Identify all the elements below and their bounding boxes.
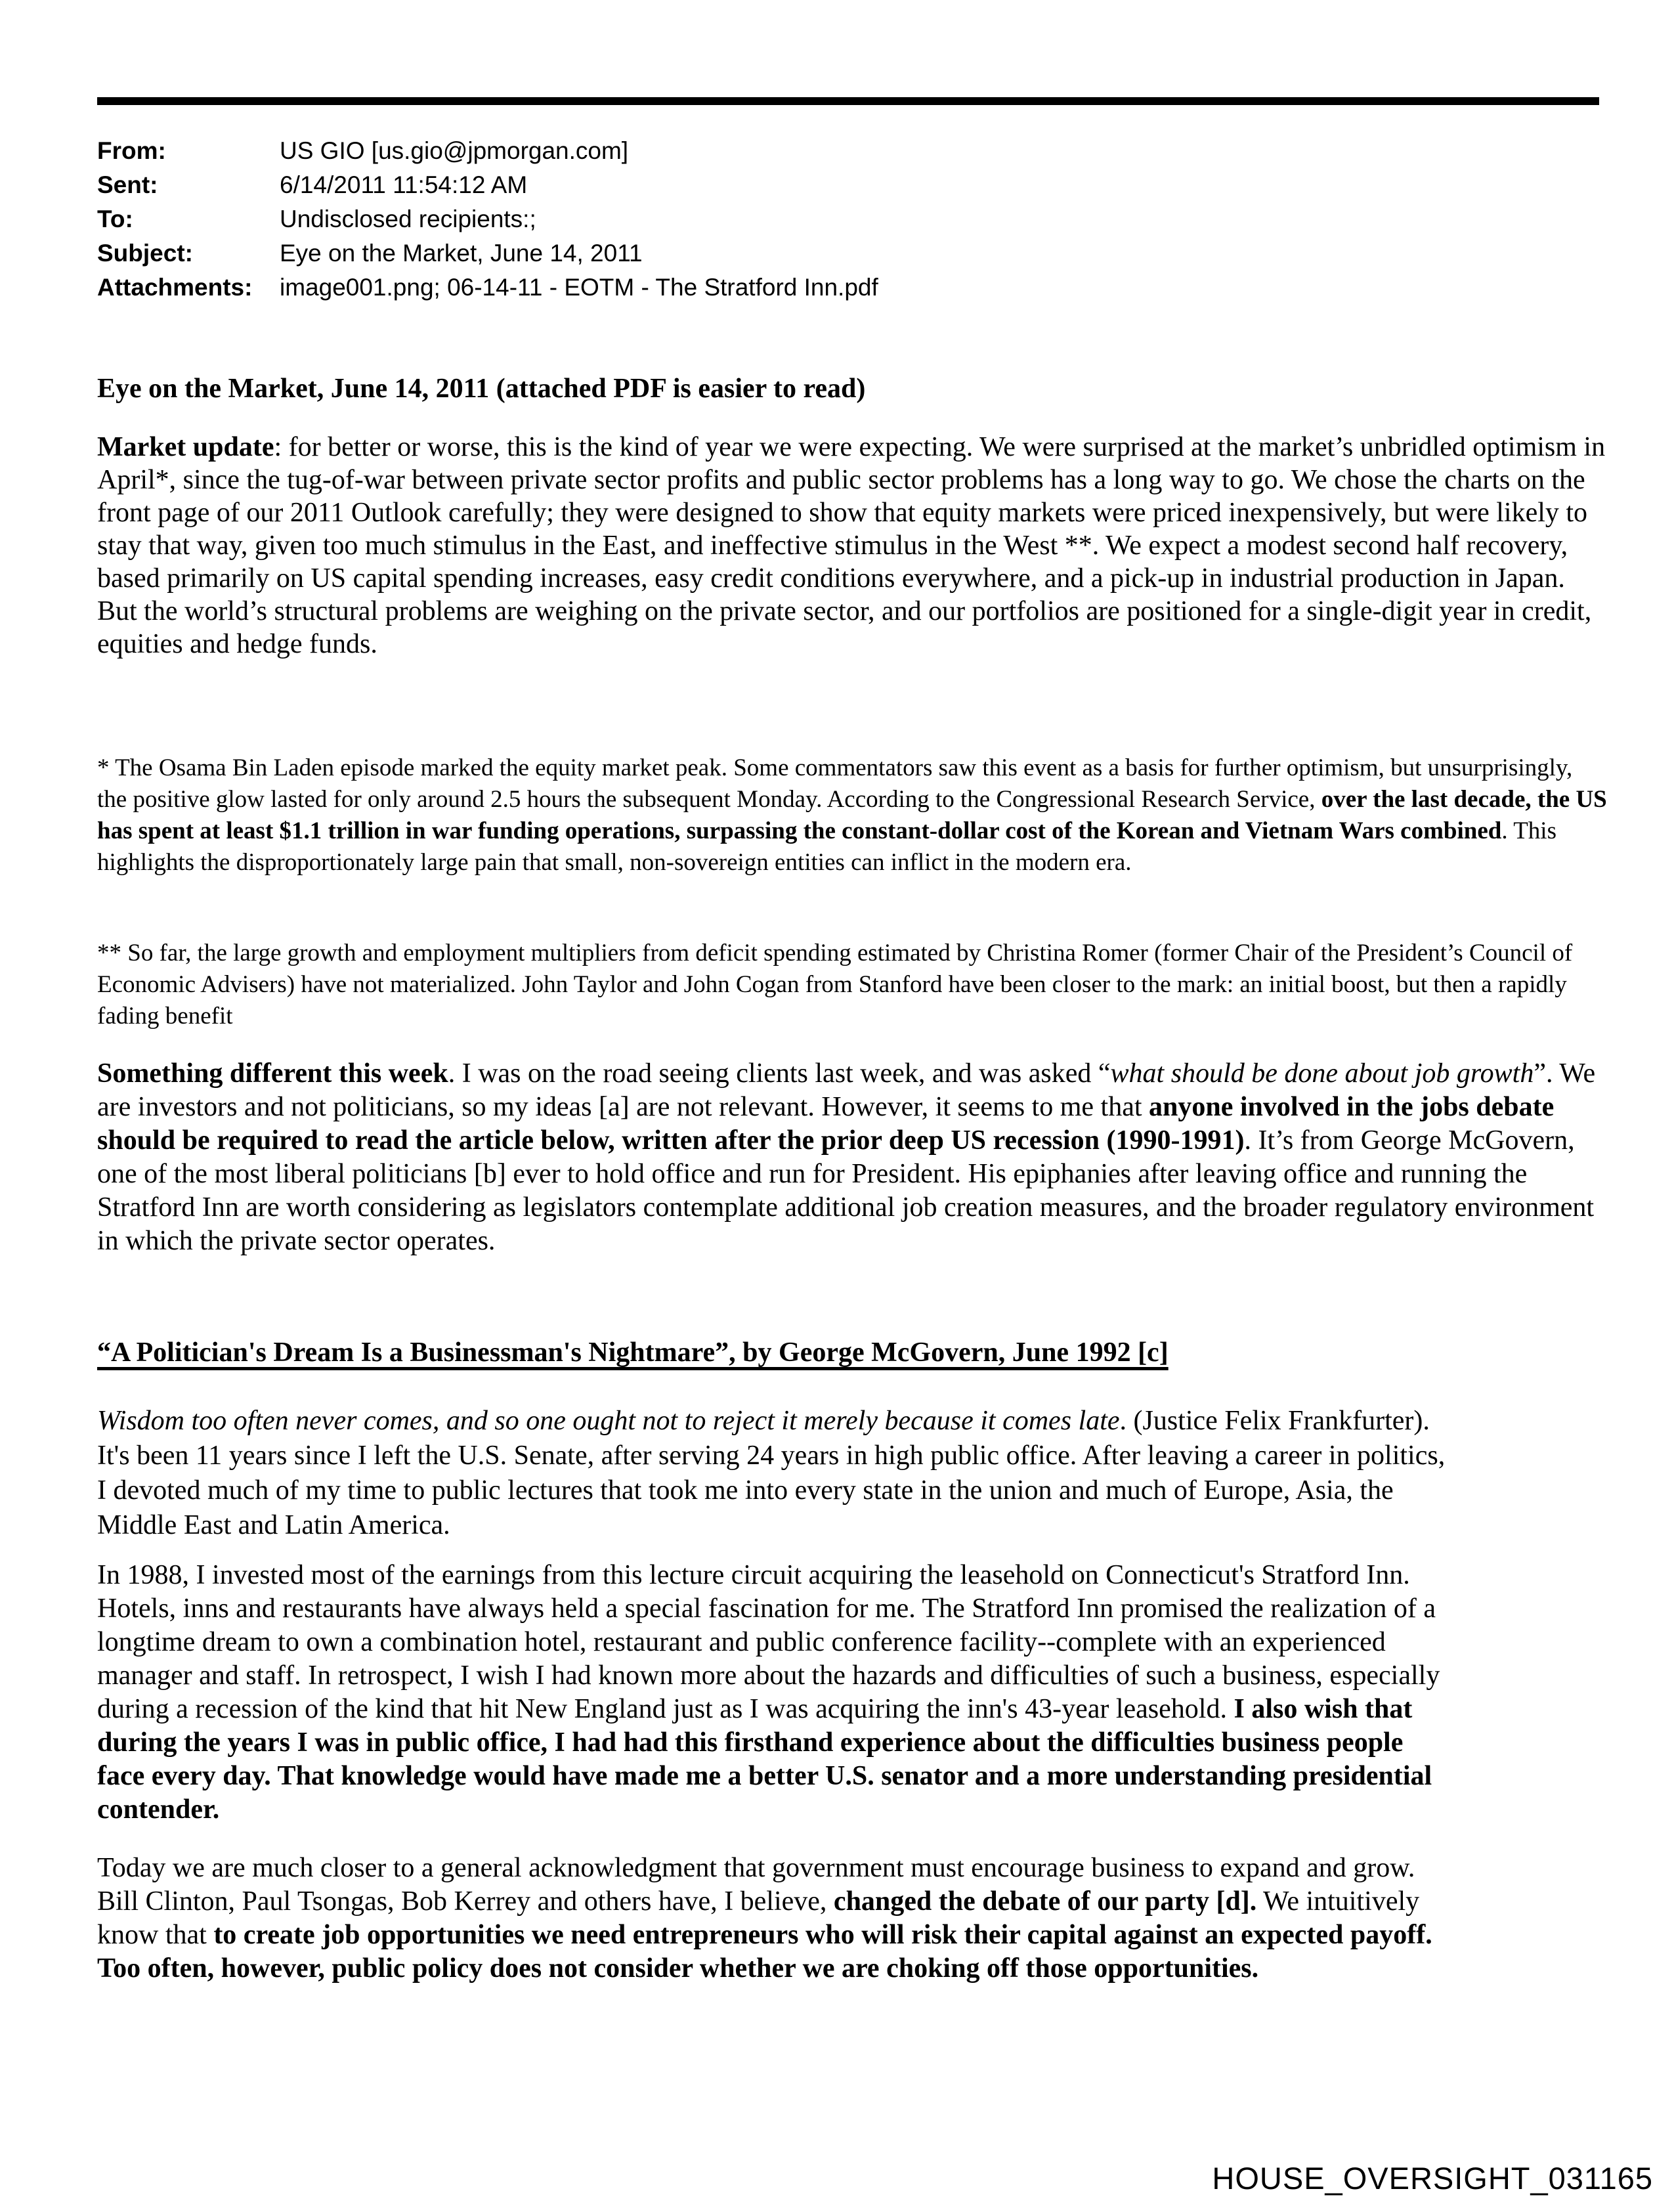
article-heading: “A Politician's Dream Is a Businessman's Nightmare”, by George McGovern, June 1992 [c] [97, 1337, 1169, 1368]
something-different-bold: anyone involved in the jobs debate should be required to read the article below, written after the prior deep US recession (1990-1991) [97, 1092, 1555, 1156]
header-row-to [97, 202, 878, 236]
today-bold-2: to create job opportunities we need entrepreneurs who will risk their capital against an expected payoff. Too often, however, public policy does not consider whether we are choking off those opportunities. [97, 1920, 1432, 1984]
today-mid: We intuitively know that [97, 1886, 1420, 1950]
bates-stamp: HOUSE_OVERSIGHT_031165 [1212, 2161, 1653, 2196]
header-row-attachments [97, 271, 878, 305]
footnote-star [97, 752, 1607, 878]
today-pre: Today we are much closer to a general acknowledgment that government must encourage business to expand and grow. Bill Clinton, Paul Tsongas, Bob Kerrey and others have, I believe, [97, 1853, 1415, 1917]
attachments-label: Attachments: [97, 274, 253, 301]
sent-label: Sent: [97, 171, 158, 198]
page-title: Eye on the Market, June 14, 2011 (attached PDF is easier to read) [97, 374, 866, 404]
market-update-paragraph [97, 431, 1607, 661]
something-different-italic: what should be done about job growth [1110, 1058, 1534, 1089]
something-different-lead: Something different this week [97, 1058, 448, 1089]
header-row-sent [97, 168, 878, 202]
something-different-s2: ”. We are investors and not politicians, so my ideas [a] are not relevant. However, it seems to me that [97, 1058, 1596, 1122]
header-row-subject [97, 236, 878, 271]
article-paragraph-1988 [97, 1559, 1456, 1827]
article-paragraph-wisdom [97, 1404, 1456, 1543]
something-different-s1: . I was on the road seeing clients last week, and was asked “ [448, 1058, 1111, 1089]
to-value: Undisclosed recipients:; [280, 206, 536, 232]
something-different-s3: . It’s from George McGovern, one of the most liberal politicians [b] ever to hold office and run for President. His epiphanies after leaving office and running the Stratford Inn are worth considering as legislators contemplate additional job creation measures, and the broader regulatory environment in which the private sector operates. [97, 1125, 1595, 1256]
p1988-bold: I also wish that during the years I was in public office, I had had this firsthand experience about the difficulties business people face every day. That knowledge would have made me a better U.S. senator and a more understanding presidential contender. [97, 1694, 1432, 1825]
wisdom-rest: . (Justice Felix Frankfurter). It's been 11 years since I left the U.S. Senate, after serving 24 years in high public office. After leaving a career in politics, I devoted much of my time to public lectures that took me into every state in the union and much of Europe, Asia, the Middle East and Latin America. [97, 1406, 1446, 1540]
today-bold-1: changed the debate of our party [d]. [833, 1886, 1257, 1917]
footnote-star-pre: * The Osama Bin Laden episode marked the equity market peak. Some commentators saw this event as a basis for further optimism, but unsurprisingly, the positive glow lasted for only around 2.5 hours the subsequent Monday. According to the Congressional Research Service, [97, 754, 1573, 813]
header-row-from [97, 134, 878, 168]
market-update-body: : for better or worse, this is the kind of year we were expecting. We were surprised at the market’s unbridled optimism in April*, since the tug-of-war between private sector profits and public sector problems has a long way to go. We chose the charts on the front page of our 2011 Outlook carefully; they were designed to show that equity markets were priced inexpensively, but were likely to stay that way, given too much stimulus in the East, and ineffective stimulus in the West **. We expect a modest second half recovery, based primarily on US capital spending increases, easy credit conditions everywhere, and a pick-up in industrial production in Japan. But the world’s structural problems are weighing on the private sector, and our portfolios are positioned for a single-digit year in credit, equities and hedge funds. [97, 432, 1606, 659]
footnote-star-bold: over the last decade, the US has spent at least $1.1 trillion in war funding operations, surpassing the constant-dollar cost of the Korean and Vietnam Wars combined [97, 786, 1607, 844]
sent-value: 6/14/2011 11:54:12 AM [280, 171, 528, 198]
wisdom-quote-italic: Wisdom too often never comes, and so one ought not to reject it merely because it comes late [97, 1406, 1120, 1436]
p1988-pre: In 1988, I invested most of the earnings from this lecture circuit acquiring the leasehold on Connecticut's Stratford Inn. Hotels, inns and restaurants have always held a special fascination for me. The Stratford Inn promised the realization of a longtime dream to own a combination hotel, restaurant and public conference facility--complete with an experienced manager and staff. In retrospect, I wish I had known more about the hazards and difficulties of such a business, especially during a recession of the kind that hit New England just as I was acquiring the inn's 43-year leasehold. [97, 1560, 1440, 1724]
to-label: To: [97, 206, 133, 232]
market-update-lead: Market update [97, 432, 274, 462]
email-header [97, 134, 878, 305]
footnote-star-post: . This highlights the disproportionately large pain that small, non-sovereign entities can inflict in the modern era. [97, 817, 1556, 876]
attachments-value: image001.png; 06-14-11 - EOTM - The Stratford Inn.pdf [280, 274, 878, 301]
subject-value: Eye on the Market, June 14, 2011 [280, 240, 643, 267]
from-value: US GIO [us.gio@jpmorgan.com] [280, 137, 629, 164]
header-divider-rule [97, 97, 1599, 105]
subject-label: Subject: [97, 240, 193, 267]
footnote-double-star: ** So far, the large growth and employment multipliers from deficit spending estimated by Christina Romer (former Chair of the President’s Council of Economic Advisers) have not materialized. John Taylor and John Cogan from Stanford have been closer to the mark: an initial boost, but then a rapidly fading benefit [97, 940, 1573, 1030]
something-different-paragraph [97, 1057, 1607, 1258]
from-label: From: [97, 137, 166, 164]
article-paragraph-today [97, 1852, 1456, 1985]
